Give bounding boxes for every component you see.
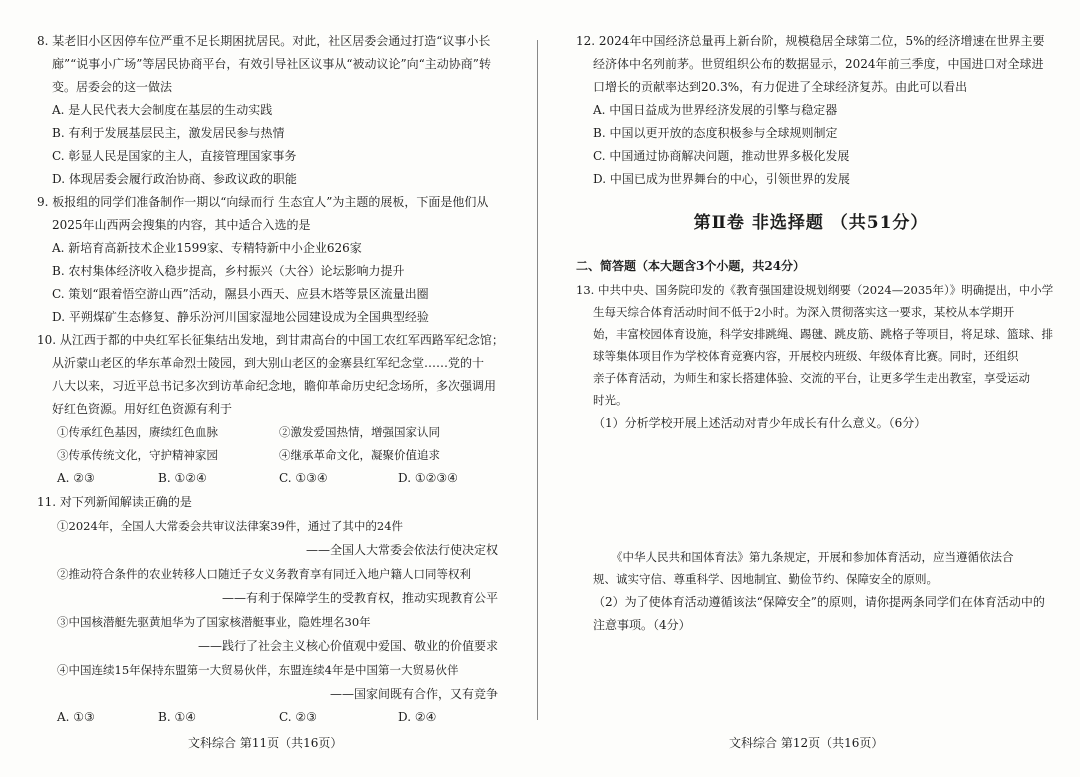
q11-reading-2: ——有利于保障学生的受教育权，推动实现教育公平 bbox=[221, 591, 498, 605]
q11-choice-b: B. ①④ bbox=[158, 710, 196, 724]
q11-stem: 11. 对下列新闻解读正确的是 bbox=[37, 495, 192, 509]
q10-stem-line-4: 好红色资源。用好红色资源有利于 bbox=[52, 402, 233, 416]
q11-news-2: ②推动符合条件的农业转移人口随迁子女义务教育享有同迁入地户籍人口同等权利 bbox=[57, 567, 471, 581]
q11-news-4: ④中国连续15年保持东盟第一大贸易伙伴，东盟连续4年是中国第一大贸易伙伴 bbox=[57, 663, 459, 677]
q8-option-d: D. 体现居委会履行政治协商、参政议政的职能 bbox=[52, 172, 297, 186]
page-divider bbox=[537, 40, 538, 720]
q8-stem-line-3: 变。居委会的这一做法 bbox=[52, 80, 173, 94]
q10-stem-line-1: 10. 从江西于都的中央红军长征集结出发地，到甘肃高台的中国工农红军西路军纪念馆； bbox=[37, 333, 504, 347]
q13-subquestion-2-line-2: 注意事项。（4分） bbox=[593, 618, 691, 632]
q12-stem-line-2: 经济体中名列前茅。世贸组织公布的数据显示，2024年前三季度，中国进口对全球进 bbox=[593, 57, 1044, 71]
q13-law-line-2: 规、诚实守信、尊重科学、因地制宜、勤俭节约、保障安全的原则。 bbox=[593, 572, 938, 586]
q8-stem-line-1: 8. 某老旧小区因停车位严重不足长期困扰居民。对此，社区居委会通过打造“议事小长 bbox=[37, 34, 491, 48]
q13-subquestion-1: （1）分析学校开展上述活动对青少年成长有什么意义。（6分） bbox=[593, 416, 927, 430]
q9-option-c: C. 策划“跟着悟空游山西”活动，隰县小西天、应县木塔等景区流量出圈 bbox=[52, 287, 429, 301]
q10-item-2: ②激发爱国热情，增强国家认同 bbox=[279, 425, 440, 439]
left-page-footer: 文科综合 第11页（共16页） bbox=[188, 736, 343, 750]
q8-stem-line-2: 廊”“说事小广场”等居民协商平台，有效引导社区议事从“被动议论”向“主动协商”转 bbox=[52, 57, 491, 71]
q9-stem-line-2: 2025年山西两会搜集的内容，其中适合入选的是 bbox=[52, 218, 311, 232]
q11-news-3: ③中国核潜艇先驱黄旭华为了国家核潜艇事业，隐姓埋名30年 bbox=[57, 615, 371, 629]
q12-option-c: C. 中国通过协商解决问题，推动世界多极化发展 bbox=[593, 149, 850, 163]
q11-choice-c: C. ②③ bbox=[279, 710, 317, 724]
q11-reading-1: ——全国人大常委会依法行使决定权 bbox=[305, 543, 498, 557]
section-heading: 二、简答题（本大题含3个小题，共24分） bbox=[576, 259, 806, 273]
q13-material-line-5: 亲子体育活动，为师生和家长搭建体验、交流的平台，让更多学生走出教室，享受运动 bbox=[593, 371, 1030, 385]
q10-choice-a: A. ②③ bbox=[57, 471, 95, 485]
q10-choice-d: D. ①②③④ bbox=[398, 471, 458, 485]
q13-subquestion-2-line-1: （2）为了使体育活动遵循该法“保障安全”的原则，请你提两条同学们在体育活动中的 bbox=[593, 595, 1045, 609]
q12-option-d: D. 中国已成为世界舞台的中心，引领世界的发展 bbox=[593, 172, 850, 186]
q13-law-line-1: 《中华人民共和国体育法》第九条规定，开展和参加体育活动，应当遵循依法合 bbox=[611, 550, 1014, 564]
right-page-footer: 文科综合 第12页（共16页） bbox=[729, 736, 884, 750]
q13-material-line-1: 13. 中共中央、国务院印发的《教育强国建设规划纲要（2024—2035年）》明确提出，中小学 bbox=[576, 283, 1054, 297]
q8-option-b: B. 有利于发展基层民主，激发居民参与热情 bbox=[52, 126, 285, 140]
q10-item-3: ③传承传统文化，守护精神家园 bbox=[57, 448, 218, 462]
q11-choice-a: A. ①③ bbox=[57, 710, 95, 724]
q10-choice-c: C. ①③④ bbox=[279, 471, 328, 485]
q12-option-a: A. 中国日益成为世界经济发展的引擎与稳定器 bbox=[593, 103, 838, 117]
q10-choice-b: B. ①②④ bbox=[158, 471, 207, 485]
q9-option-b: B. 农村集体经济收入稳步提高，乡村振兴（大谷）论坛影响力提升 bbox=[52, 264, 405, 278]
q11-reading-3: ——践行了社会主义核心价值观中爱国、敬业的价值要求 bbox=[197, 639, 498, 653]
q12-stem-line-1: 12. 2024年中国经济总量再上新台阶，规模稳居全球第二位，5%的经济增速在世界主要 bbox=[576, 34, 1045, 48]
q13-material-line-6: 时光。 bbox=[593, 393, 628, 407]
q12-stem-line-3: 口增长的贡献率达到20.3%，有力促进了全球经济复苏。由此可以看出 bbox=[593, 80, 968, 94]
q10-item-1: ①传承红色基因，赓续红色血脉 bbox=[57, 425, 218, 439]
q9-option-d: D. 平朔煤矿生态修复、静乐汾河川国家湿地公园建设成为全国典型经验 bbox=[52, 310, 429, 324]
q11-choice-d: D. ②④ bbox=[398, 710, 437, 724]
q11-news-1: ①2024年，全国人大常委会共审议法律案39件，通过了其中的24件 bbox=[57, 519, 404, 533]
q9-option-a: A. 新培育高新技术企业1599家、专精特新中小企业626家 bbox=[52, 241, 362, 255]
q8-option-a: A. 是人民代表大会制度在基层的生动实践 bbox=[52, 103, 273, 117]
q10-stem-line-3: 八大以来，习近平总书记多次到访革命纪念地，瞻仰革命历史纪念场所，多次强调用 bbox=[52, 379, 497, 393]
q13-material-line-3: 始，丰富校园体育设施，科学安排跳绳、踢毽、跳皮筋、跳格子等项目，将足球、篮球、排 bbox=[593, 327, 1053, 341]
q13-material-line-4: 球等集体项目作为学校体育竞赛内容，开展校内班级、年级体育比赛。同时，还组织 bbox=[593, 349, 1019, 363]
q11-reading-4: ——国家间既有合作，又有竞争 bbox=[329, 687, 498, 701]
q9-stem-line-1: 9. 板报组的同学们准备制作一期以“向绿而行 生态宜人”为主题的展板，下面是他们从 bbox=[37, 195, 489, 209]
q12-option-b: B. 中国以更开放的态度积极参与全球规则制定 bbox=[593, 126, 838, 140]
q10-item-4: ④继承革命文化，凝聚价值追求 bbox=[279, 448, 440, 462]
q13-material-line-2: 生每天综合体育活动时间不低于2小时。为深入贯彻落实这一要求，某校从本学期开 bbox=[593, 305, 1015, 319]
q8-option-c: C. 彰显人民是国家的主人，直接管理国家事务 bbox=[52, 149, 297, 163]
part-title: 第Ⅱ卷 非选择题 （共51分） bbox=[693, 213, 929, 233]
q10-stem-line-2: 从沂蒙山老区的华东革命烈士陵园，到大别山老区的金寨县红军纪念堂……党的十 bbox=[52, 356, 485, 370]
